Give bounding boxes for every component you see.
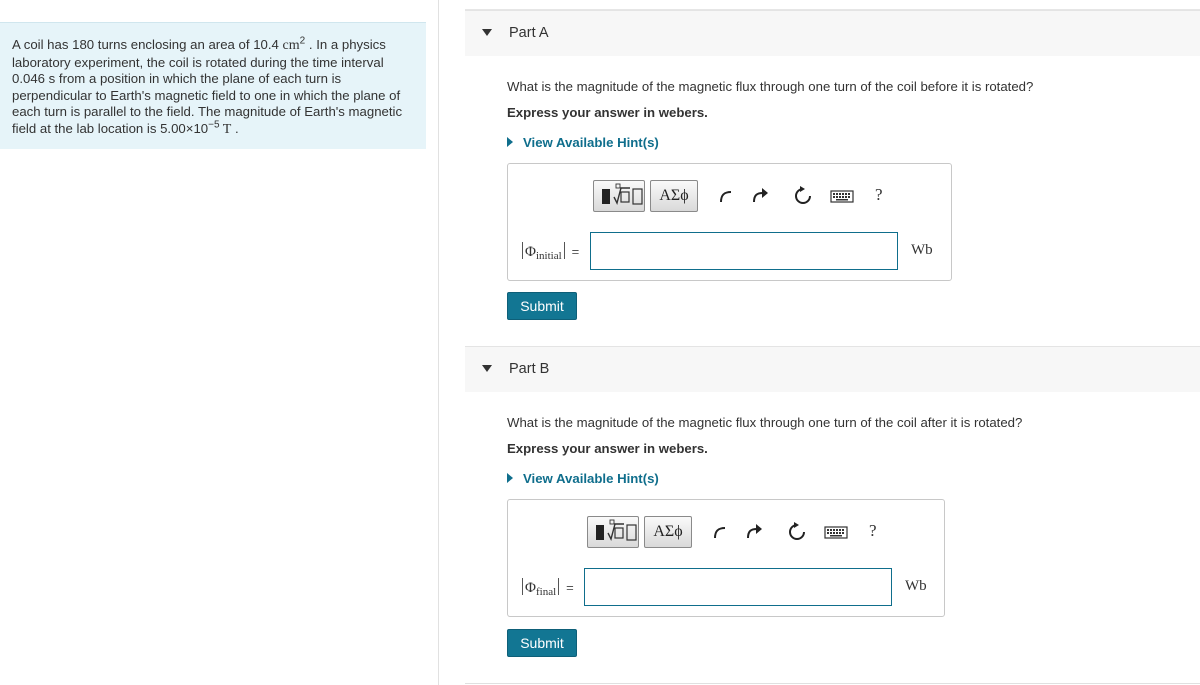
part-b-submit-button[interactable]: Submit	[507, 629, 577, 657]
part-b-variable-label	[520, 578, 574, 598]
expand-triangle-icon	[507, 137, 513, 147]
keyboard-icon[interactable]	[829, 184, 855, 208]
part-a-question: What is the magnitude of the magnetic flux through one turn of the coil before it is rotated?	[507, 79, 1034, 94]
templates-button[interactable]	[587, 516, 639, 548]
part-b-header[interactable]	[465, 346, 1200, 392]
templates-icon	[588, 517, 640, 547]
templates-icon	[594, 181, 646, 211]
part-b-answer-box	[507, 499, 945, 617]
part-a-instruction: Express your answer in webers.	[507, 105, 708, 120]
part-b-unit: Wb	[905, 578, 927, 594]
part-a-answer-box	[507, 163, 952, 281]
reset-icon[interactable]	[785, 520, 809, 544]
collapse-caret-icon[interactable]	[482, 29, 492, 36]
var-subscript: final	[535, 586, 557, 598]
part-a-hint-link[interactable]	[507, 135, 659, 150]
column-divider	[438, 0, 439, 685]
part-b-title: Part B	[509, 361, 550, 377]
part-a-answer-input[interactable]	[590, 232, 898, 270]
greek-symbols-button[interactable]: ΑΣϕ	[644, 516, 692, 548]
templates-button[interactable]	[593, 180, 645, 212]
equals-sign: =	[571, 244, 580, 259]
problem-text-1: A coil has 180 turns enclosing an area of 10.4	[12, 37, 283, 52]
part-b-hint-link[interactable]	[507, 471, 659, 486]
help-icon[interactable]: ?	[869, 521, 877, 540]
part-b-answer-input[interactable]	[584, 568, 892, 606]
area-exponent: 2	[299, 35, 306, 47]
part-a-header[interactable]	[465, 10, 1200, 56]
problem-text-2: . In a physics laboratory experiment, the coil is rotated during the time interval 0.046 s from a position in which the plane of each turn is perpendicular to Earth's magnetic field to one in which the plane of each turn is parallel to the field. The magnitude of Earth's magnetic field at the lab location is 5.00×10	[12, 37, 403, 136]
help-icon[interactable]: ?	[875, 185, 883, 204]
bottom-rule	[465, 683, 1200, 684]
collapse-caret-icon[interactable]	[482, 365, 492, 372]
part-a-variable-label	[520, 242, 579, 262]
greek-symbols-button[interactable]: ΑΣϕ	[650, 180, 698, 212]
phi-symbol: Φ	[525, 244, 536, 260]
part-b-question: What is the magnitude of the magnetic flux through one turn of the coil after it is rotated?	[507, 415, 1023, 430]
keyboard-icon[interactable]	[823, 520, 849, 544]
undo-icon[interactable]	[708, 520, 732, 544]
equals-sign: =	[566, 580, 574, 595]
part-a-submit-button[interactable]: Submit	[507, 292, 577, 320]
field-exponent: −5	[208, 119, 220, 131]
phi-symbol: Φ	[525, 580, 536, 596]
hint-label: View Available Hint(s)	[523, 471, 659, 486]
redo-icon[interactable]	[742, 520, 766, 544]
area-unit: cm	[282, 38, 300, 53]
problem-statement	[0, 22, 426, 149]
field-unit: T	[219, 121, 232, 137]
expand-triangle-icon	[507, 473, 513, 483]
hint-label: View Available Hint(s)	[523, 135, 659, 150]
redo-icon[interactable]	[748, 184, 772, 208]
part-a-unit: Wb	[911, 242, 933, 258]
reset-icon[interactable]	[791, 184, 815, 208]
part-b-instruction: Express your answer in webers.	[507, 441, 708, 456]
undo-icon[interactable]	[714, 184, 738, 208]
var-subscript: initial	[535, 250, 562, 262]
problem-text-3: .	[231, 120, 239, 136]
part-a-title: Part A	[509, 25, 549, 41]
